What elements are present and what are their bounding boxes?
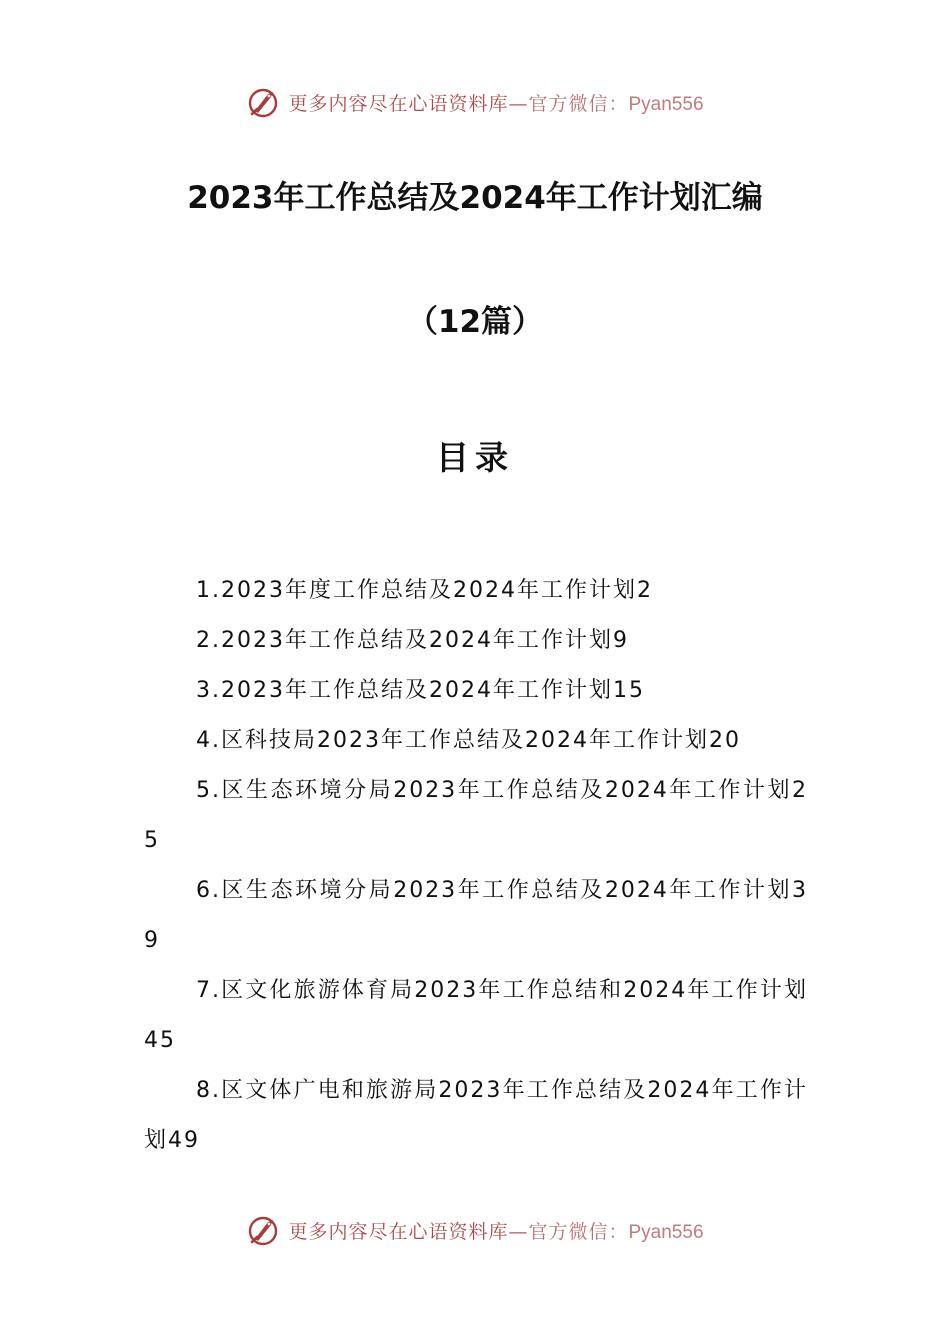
table-of-contents bbox=[144, 566, 808, 1166]
toc-entry-5[interactable]: 5.区生态环境分局2023年工作总结及2024年工作计划25 bbox=[144, 778, 808, 853]
watermark-text bbox=[288, 1217, 703, 1244]
watermark-wechat-id: Pyan556 bbox=[628, 93, 704, 115]
toc-entry-7[interactable]: 7.区文化旅游体育局2023年工作总结和2024年工作计划45 bbox=[144, 978, 808, 1053]
watermark-wechat-label: 官方微信： bbox=[528, 1220, 629, 1243]
document-title: 2023年工作总结及2024年工作计划汇编 bbox=[187, 180, 763, 216]
watermark-wechat-label: 官方微信： bbox=[528, 92, 629, 115]
toc-entry-4[interactable]: 4.区科技局2023年工作总结及2024年工作计划20 bbox=[196, 728, 741, 753]
toc-entry-3[interactable]: 3.2023年工作总结及2024年工作计划15 bbox=[196, 678, 645, 703]
watermark-brand: 更多内容尽在心语资料库 bbox=[288, 92, 509, 115]
toc-heading: 目录 bbox=[436, 438, 514, 477]
watermark-text bbox=[288, 89, 703, 116]
watermark-wechat-id: Pyan556 bbox=[628, 1221, 704, 1243]
header-watermark bbox=[0, 80, 950, 124]
watermark-dash: — bbox=[508, 1220, 529, 1243]
watermark-brand: 更多内容尽在心语资料库 bbox=[288, 1220, 509, 1243]
toc-entry-6[interactable]: 6.区生态环境分局2023年工作总结及2024年工作计划39 bbox=[144, 878, 808, 953]
toc-entry-8[interactable]: 8.区文体广电和旅游局2023年工作总结及2024年工作计划49 bbox=[144, 1078, 808, 1153]
document-subtitle: （12篇） bbox=[406, 304, 544, 340]
watermark-dash: — bbox=[508, 92, 529, 115]
toc-entry-2[interactable]: 2.2023年工作总结及2024年工作计划9 bbox=[196, 628, 629, 653]
pen-nib-circle-icon bbox=[246, 84, 282, 120]
pen-nib-circle-icon bbox=[246, 1212, 282, 1248]
toc-entry-1[interactable]: 1.2023年度工作总结及2024年工作计划2 bbox=[196, 578, 653, 603]
footer-watermark bbox=[0, 1208, 950, 1252]
